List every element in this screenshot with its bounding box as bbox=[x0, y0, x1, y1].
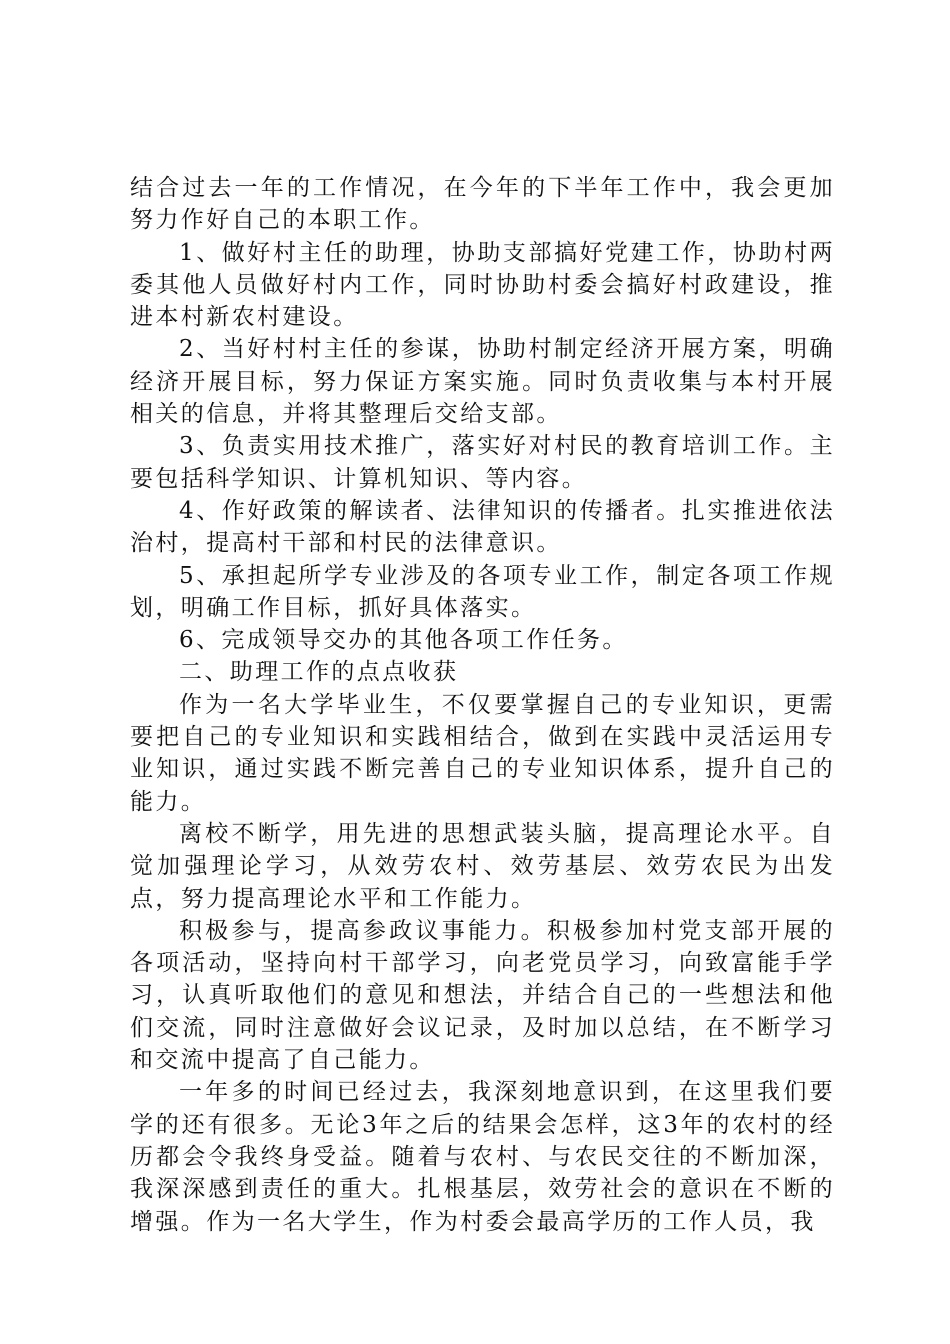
paragraph-item-6: 6、完成领导交办的其他各项工作任务。 bbox=[179, 627, 628, 654]
section-heading: 二、助理工作的点点收获 bbox=[179, 659, 459, 686]
document-body bbox=[130, 172, 835, 1238]
paragraph-item-5: 5、承担起所学专业涉及的各项专业工作，制定各项工作规划，明确工作目标，抓好具体落实。 bbox=[130, 562, 835, 621]
paragraph-item-4: 4、作好政策的解读者、法律知识的传播者。扎实推进依法治村，提高村干部和村民的法律意识。 bbox=[130, 497, 835, 557]
paragraph-item-2: 2、当好村村主任的参谋，协助村制定经济开展方案，明确经济开展目标，努力保证方案实施。同时负责收集与本村开展相关的信息，并将其整理后交给支部。 bbox=[130, 336, 835, 428]
paragraph-reflection: 一年多的时间已经过去，我深刻地意识到，在这里我们要学的还有很多。无论3年之后的结果会怎样，这3年的农村的经历都会令我终身受益。随着与农村、与农民交往的不断加深，我深深感到责任的重大。扎根基层，效劳社会的意识在不断的增强。作为一名大学生，作为村委会最高学历的工作人员，我 bbox=[130, 1079, 835, 1235]
paragraph-graduate: 作为一名大学毕业生，不仅要掌握自己的专业知识，更需要把自己的专业知识和实践相结合，做到在实践中灵活运用专业知识，通过实践不断完善自己的专业知识体系，提升自己的能力。 bbox=[130, 691, 835, 815]
paragraph-item-3: 3、负责实用技术推广，落实好对村民的教育培训工作。主要包括科学知识、计算机知识、等内容。 bbox=[130, 433, 835, 492]
paragraph-participate: 积极参与，提高参政议事能力。积极参加村党支部开展的各项活动，坚持向村干部学习，向老党员学习，向致富能手学习，认真听取他们的意见和想法，并结合自己的一些想法和他们交流，同时注意做好会议记录，及时加以总结，在不断学习和交流中提高了自己能力。 bbox=[130, 917, 835, 1074]
paragraph-item-1: 1、做好村主任的助理，协助支部搞好党建工作，协助村两委其他人员做好村内工作，同时协助村委会搞好村政建设，推进本村新农村建设。 bbox=[130, 239, 835, 331]
paragraph-intro: 结合过去一年的工作情况，在今年的下半年工作中，我会更加努力作好自己的本职工作。 bbox=[130, 175, 835, 234]
paragraph-study: 离校不断学，用先进的思想武装头脑，提高理论水平。自觉加强理论学习，从效劳农村、效劳基层、效劳农民为出发点，努力提高理论水平和工作能力。 bbox=[130, 820, 835, 912]
